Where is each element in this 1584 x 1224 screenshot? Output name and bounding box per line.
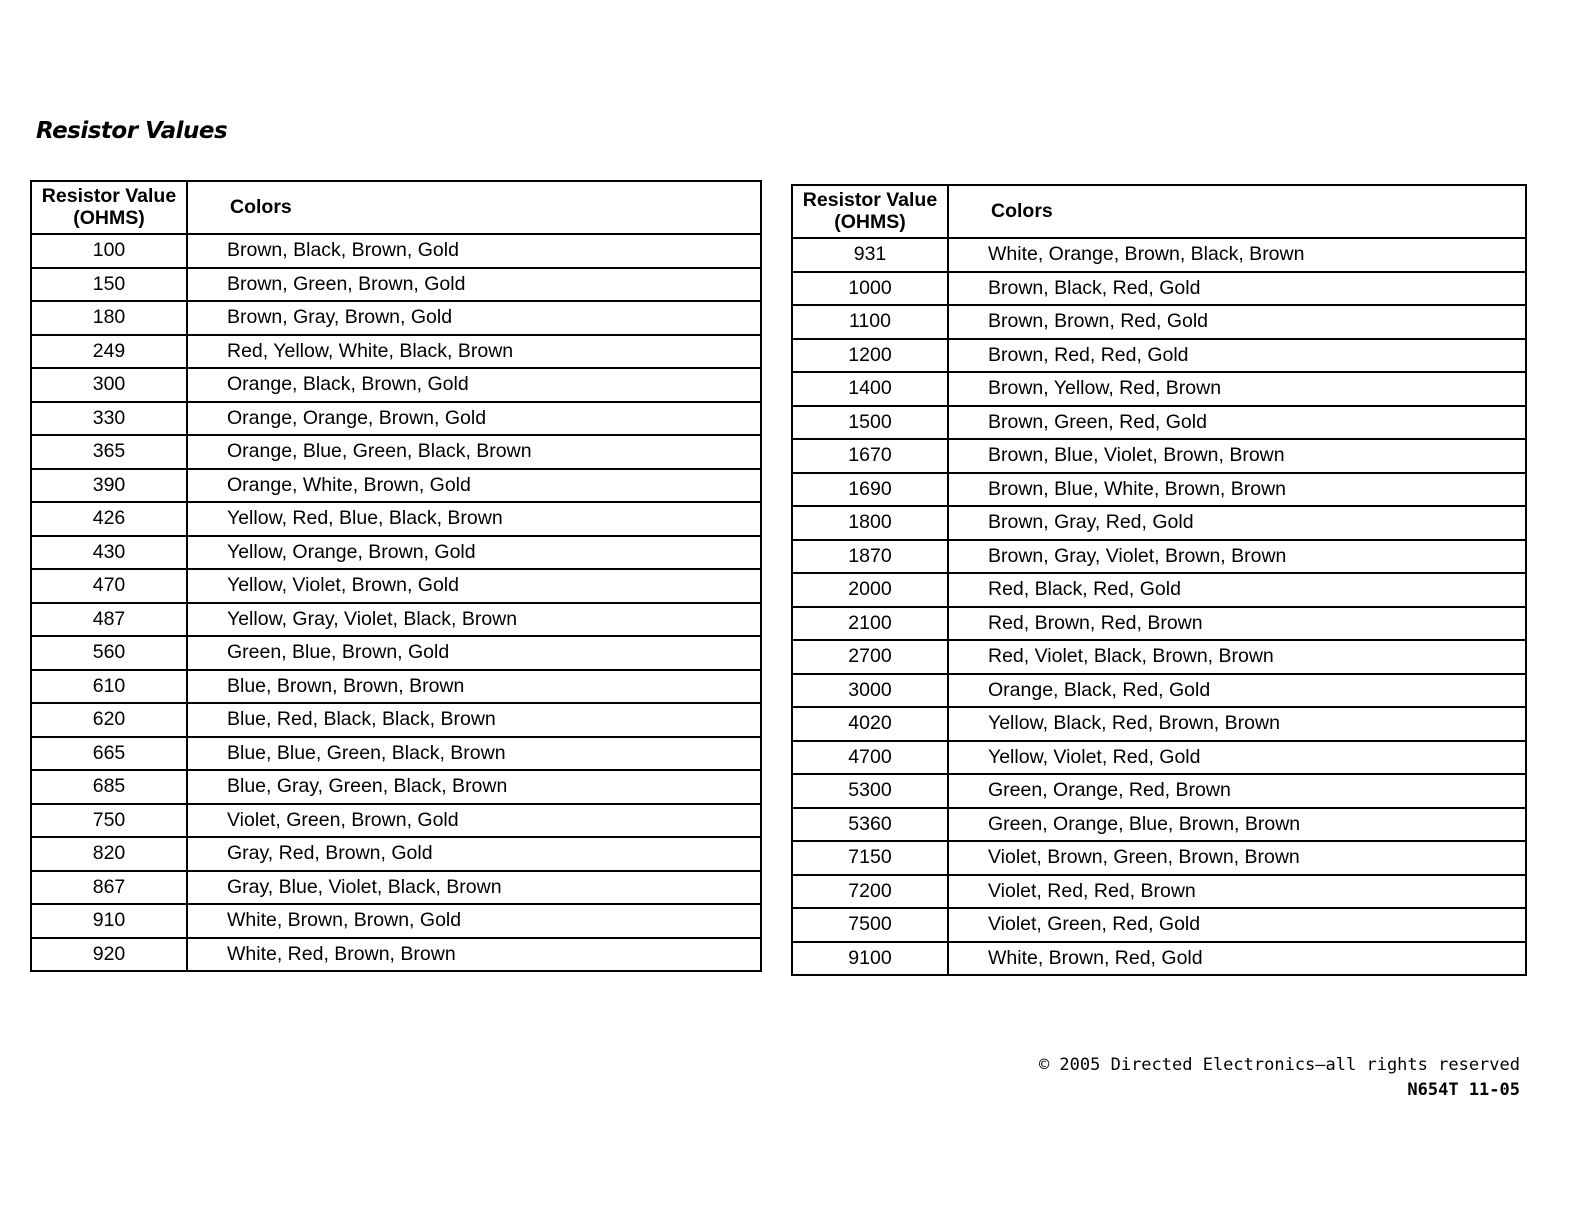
resistor-value-cell: 100: [31, 234, 187, 268]
table-row: [31, 871, 761, 905]
resistor-value-cell: 5360: [792, 808, 948, 842]
resistor-value-cell: 330: [31, 402, 187, 436]
resistor-value-cell: 7200: [792, 875, 948, 909]
resistor-value-cell: 4020: [792, 707, 948, 741]
table-row: [31, 603, 761, 637]
color-bands-cell: Violet, Red, Red, Brown: [948, 875, 1526, 909]
resistor-value-cell: 7500: [792, 908, 948, 942]
resistor-value-cell: 470: [31, 569, 187, 603]
table-row: [792, 473, 1526, 507]
resistor-value-cell: 9100: [792, 942, 948, 976]
resistor-value-cell: 5300: [792, 774, 948, 808]
color-bands-cell: White, Orange, Brown, Black, Brown: [948, 238, 1526, 272]
table-row: [792, 238, 1526, 272]
color-bands-cell: Blue, Blue, Green, Black, Brown: [187, 737, 761, 771]
resistor-value-cell: 2700: [792, 640, 948, 674]
header-resistor-value: Resistor Value (OHMS): [792, 185, 948, 238]
color-bands-cell: Brown, Gray, Violet, Brown, Brown: [948, 540, 1526, 574]
resistor-value-cell: 487: [31, 603, 187, 637]
resistor-value-cell: 390: [31, 469, 187, 503]
resistor-value-cell: 249: [31, 335, 187, 369]
resistor-value-cell: 430: [31, 536, 187, 570]
color-bands-cell: Brown, Brown, Red, Gold: [948, 305, 1526, 339]
color-bands-cell: Yellow, Black, Red, Brown, Brown: [948, 707, 1526, 741]
table-row: [31, 703, 761, 737]
color-bands-cell: Orange, Blue, Green, Black, Brown: [187, 435, 761, 469]
color-bands-cell: Yellow, Gray, Violet, Black, Brown: [187, 603, 761, 637]
table-row: [792, 808, 1526, 842]
header-resistor-value: Resistor Value (OHMS): [31, 181, 187, 234]
table-row: [792, 908, 1526, 942]
header-colors: Colors: [948, 185, 1526, 238]
table-row: [31, 368, 761, 402]
table-row: [31, 804, 761, 838]
color-bands-cell: Blue, Brown, Brown, Brown: [187, 670, 761, 704]
resistor-value-cell: 1870: [792, 540, 948, 574]
color-bands-cell: Red, Violet, Black, Brown, Brown: [948, 640, 1526, 674]
resistor-value-cell: 1100: [792, 305, 948, 339]
table-row: [792, 573, 1526, 607]
table-row: [792, 707, 1526, 741]
color-bands-cell: Red, Brown, Red, Brown: [948, 607, 1526, 641]
color-bands-cell: Green, Orange, Red, Brown: [948, 774, 1526, 808]
color-bands-cell: White, Red, Brown, Brown: [187, 938, 761, 972]
table-row: [792, 339, 1526, 373]
table-row: [31, 301, 761, 335]
table-row: [31, 770, 761, 804]
resistor-value-cell: 610: [31, 670, 187, 704]
resistor-value-cell: 150: [31, 268, 187, 302]
table-row: [31, 268, 761, 302]
color-bands-cell: Brown, Blue, White, Brown, Brown: [948, 473, 1526, 507]
resistor-value-cell: 1500: [792, 406, 948, 440]
color-bands-cell: Brown, Blue, Violet, Brown, Brown: [948, 439, 1526, 473]
table-row: [31, 335, 761, 369]
table-body-right: [792, 238, 1526, 975]
resistor-value-cell: 931: [792, 238, 948, 272]
resistor-value-cell: 4700: [792, 741, 948, 775]
table-row: [792, 875, 1526, 909]
color-bands-cell: Violet, Green, Brown, Gold: [187, 804, 761, 838]
table-row: [31, 737, 761, 771]
table-row: [31, 569, 761, 603]
resistor-value-cell: 1670: [792, 439, 948, 473]
color-bands-cell: Violet, Green, Red, Gold: [948, 908, 1526, 942]
table-row: [31, 636, 761, 670]
color-bands-cell: Orange, White, Brown, Gold: [187, 469, 761, 503]
resistor-table-left: [30, 180, 762, 972]
color-bands-cell: Gray, Blue, Violet, Black, Brown: [187, 871, 761, 905]
color-bands-cell: Orange, Orange, Brown, Gold: [187, 402, 761, 436]
resistor-value-cell: 180: [31, 301, 187, 335]
resistor-value-cell: 820: [31, 837, 187, 871]
header-colors: Colors: [187, 181, 761, 234]
color-bands-cell: Brown, Gray, Brown, Gold: [187, 301, 761, 335]
color-bands-cell: Gray, Red, Brown, Gold: [187, 837, 761, 871]
table-row: [792, 674, 1526, 708]
color-bands-cell: Green, Blue, Brown, Gold: [187, 636, 761, 670]
table-header-row: [31, 181, 761, 234]
color-bands-cell: Yellow, Violet, Red, Gold: [948, 741, 1526, 775]
color-bands-cell: Brown, Yellow, Red, Brown: [948, 372, 1526, 406]
table-row: [31, 402, 761, 436]
color-bands-cell: Orange, Black, Red, Gold: [948, 674, 1526, 708]
table-row: [792, 506, 1526, 540]
color-bands-cell: Yellow, Red, Blue, Black, Brown: [187, 502, 761, 536]
table-row: [792, 942, 1526, 976]
color-bands-cell: Brown, Black, Red, Gold: [948, 272, 1526, 306]
resistor-value-cell: 1800: [792, 506, 948, 540]
table-body-left: [31, 234, 761, 971]
resistor-value-cell: 1690: [792, 473, 948, 507]
table-row: [792, 774, 1526, 808]
resistor-value-cell: 1000: [792, 272, 948, 306]
table-row: [31, 536, 761, 570]
copyright-notice: © 2005 Directed Electronics—all rights reserved: [1038, 1055, 1520, 1075]
resistor-value-cell: 1200: [792, 339, 948, 373]
resistor-value-cell: 910: [31, 904, 187, 938]
table-header-row: [792, 185, 1526, 238]
table-row: [792, 741, 1526, 775]
color-bands-cell: Brown, Gray, Red, Gold: [948, 506, 1526, 540]
table-row: [31, 938, 761, 972]
color-bands-cell: Yellow, Orange, Brown, Gold: [187, 536, 761, 570]
color-bands-cell: Blue, Red, Black, Black, Brown: [187, 703, 761, 737]
color-bands-cell: Brown, Red, Red, Gold: [948, 339, 1526, 373]
resistor-table-right: [791, 184, 1527, 976]
resistor-value-cell: 1400: [792, 372, 948, 406]
table-row: [792, 406, 1526, 440]
color-bands-cell: Brown, Green, Red, Gold: [948, 406, 1526, 440]
resistor-value-cell: 2000: [792, 573, 948, 607]
document-code: N654T 11-05: [1407, 1080, 1520, 1100]
table-row: [792, 607, 1526, 641]
table-row: [31, 469, 761, 503]
resistor-value-cell: 867: [31, 871, 187, 905]
color-bands-cell: Green, Orange, Blue, Brown, Brown: [948, 808, 1526, 842]
table-row: [792, 372, 1526, 406]
color-bands-cell: Brown, Black, Brown, Gold: [187, 234, 761, 268]
resistor-value-cell: 365: [31, 435, 187, 469]
page-title: Resistor Values: [36, 118, 228, 144]
table-row: [792, 540, 1526, 574]
color-bands-cell: White, Brown, Brown, Gold: [187, 904, 761, 938]
resistor-value-cell: 665: [31, 737, 187, 771]
resistor-value-cell: 300: [31, 368, 187, 402]
color-bands-cell: Orange, Black, Brown, Gold: [187, 368, 761, 402]
table-row: [31, 670, 761, 704]
table-row: [792, 841, 1526, 875]
table-row: [792, 439, 1526, 473]
table-row: [31, 502, 761, 536]
color-bands-cell: Blue, Gray, Green, Black, Brown: [187, 770, 761, 804]
color-bands-cell: Brown, Green, Brown, Gold: [187, 268, 761, 302]
table-row: [31, 837, 761, 871]
table-row: [792, 640, 1526, 674]
table-row: [792, 272, 1526, 306]
color-bands-cell: Red, Black, Red, Gold: [948, 573, 1526, 607]
table-row: [31, 435, 761, 469]
resistor-value-cell: 7150: [792, 841, 948, 875]
resistor-value-cell: 426: [31, 502, 187, 536]
resistor-value-cell: 750: [31, 804, 187, 838]
color-bands-cell: Yellow, Violet, Brown, Gold: [187, 569, 761, 603]
resistor-value-cell: 920: [31, 938, 187, 972]
resistor-value-cell: 3000: [792, 674, 948, 708]
color-bands-cell: Violet, Brown, Green, Brown, Brown: [948, 841, 1526, 875]
table-row: [31, 234, 761, 268]
table-row: [31, 904, 761, 938]
color-bands-cell: White, Brown, Red, Gold: [948, 942, 1526, 976]
resistor-value-cell: 620: [31, 703, 187, 737]
table-row: [792, 305, 1526, 339]
color-bands-cell: Red, Yellow, White, Black, Brown: [187, 335, 761, 369]
resistor-value-cell: 560: [31, 636, 187, 670]
resistor-value-cell: 685: [31, 770, 187, 804]
resistor-value-cell: 2100: [792, 607, 948, 641]
